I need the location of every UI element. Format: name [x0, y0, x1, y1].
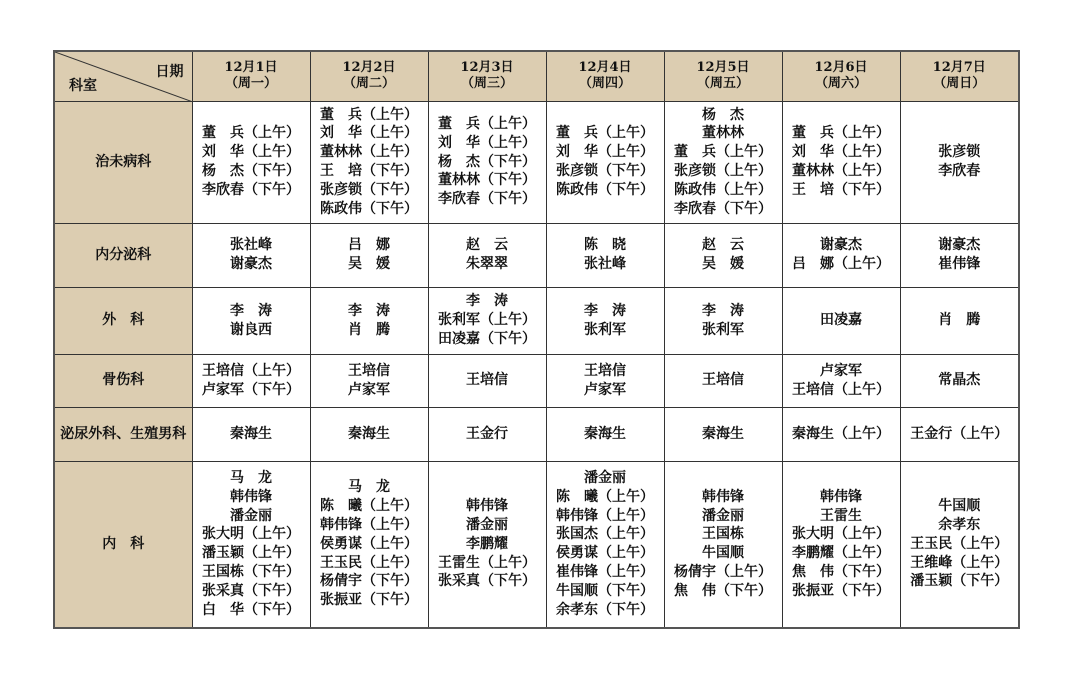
table-row	[54, 461, 1019, 628]
doctor-list	[910, 497, 1008, 591]
doctor-entry: 李 涛	[584, 302, 626, 319]
date-axis-label: 日期	[155, 64, 184, 80]
doctor-list	[320, 478, 418, 610]
doctor-entry: 王国栋	[702, 526, 744, 543]
doctor-entry: 朱翠翠	[466, 256, 508, 272]
doctor-entry: 张社峰	[584, 256, 626, 272]
schedule-cell	[546, 287, 664, 354]
doctor-list	[584, 362, 626, 400]
doctor-entry: 卢家军	[820, 362, 862, 379]
schedule-cell	[310, 101, 428, 223]
doctor-entry: 董 兵（上午）	[438, 116, 536, 132]
day-header	[782, 51, 900, 101]
doctor-entry: 杨 杰	[702, 106, 744, 123]
doctor-list	[674, 488, 772, 601]
doctor-entry: 张振亚（下午）	[792, 582, 890, 599]
schedule-cell	[310, 354, 428, 407]
doctor-entry: 陈 晓	[584, 237, 626, 254]
doctor-entry: 董 兵（上午）	[556, 125, 654, 142]
doctor-entry: 杨倩宇（下午）	[320, 573, 418, 590]
day-weekday: （周五）	[696, 76, 749, 92]
schedule-cell	[900, 407, 1019, 461]
schedule-cell	[428, 287, 546, 354]
day-date: 12月4日	[578, 60, 632, 76]
schedule-cell	[782, 101, 900, 223]
doctor-list	[792, 362, 890, 400]
doctor-entry: 刘 华（上午）	[202, 144, 300, 161]
doctor-entry: 张振亚（下午）	[320, 592, 418, 609]
doctor-list	[202, 469, 300, 619]
day-date: 12月6日	[814, 60, 868, 76]
table-row	[54, 354, 1019, 407]
doctor-entry: 侯勇谋（上午）	[556, 545, 654, 562]
schedule-cell	[782, 354, 900, 407]
day-header	[664, 51, 782, 101]
doctor-entry: 李 涛	[702, 302, 744, 319]
doctor-entry: 王 培（下午）	[320, 163, 418, 179]
doctor-entry: 张利军	[702, 321, 744, 338]
department-label: 泌尿外科、生殖男科	[54, 407, 192, 461]
schedule-cell	[546, 407, 664, 461]
day-header	[310, 51, 428, 101]
doctor-entry: 李 涛	[348, 302, 390, 319]
doctor-entry: 董 兵（上午）	[202, 125, 300, 142]
schedule-cell	[428, 354, 546, 407]
doctor-entry: 李欣春（下午）	[202, 181, 300, 198]
doctor-entry: 牛国顺（下午）	[556, 582, 654, 599]
department-label: 治未病科	[54, 101, 192, 223]
header-row	[54, 51, 1019, 101]
schedule-body	[54, 101, 1019, 628]
doctor-list	[674, 106, 772, 219]
doctor-entry: 刘 华（上午）	[438, 134, 536, 151]
doctor-entry: 吕 娜（上午）	[792, 256, 890, 272]
doctor-list	[466, 425, 508, 444]
schedule-cell	[192, 287, 310, 354]
doctor-entry: 韩伟锋	[702, 488, 744, 505]
doctor-entry: 李鹏耀（上午）	[792, 545, 890, 562]
doctor-entry: 陈政伟（下午）	[320, 200, 418, 217]
schedule-cell	[428, 461, 546, 628]
doctor-list	[438, 497, 536, 591]
doctor-entry: 王培信	[466, 372, 508, 389]
doctor-entry: 王国栋（下午）	[202, 564, 300, 581]
doctor-list	[348, 425, 390, 444]
schedule-cell	[900, 287, 1019, 354]
day-header	[428, 51, 546, 101]
doctor-entry: 马 龙	[230, 470, 272, 487]
schedule-cell	[428, 407, 546, 461]
doctor-list	[556, 124, 654, 199]
day-weekday: （周日）	[933, 76, 986, 92]
doctor-entry: 秦海生	[230, 425, 272, 442]
day-header	[900, 51, 1019, 101]
doctor-list	[792, 124, 890, 199]
doctor-list	[584, 425, 626, 444]
doctor-list	[792, 236, 890, 274]
doctor-list	[910, 425, 1008, 444]
day-header	[546, 51, 664, 101]
schedule-cell	[310, 223, 428, 287]
table-row	[54, 407, 1019, 461]
schedule-cell	[310, 407, 428, 461]
doctor-list	[938, 311, 980, 330]
doctor-entry: 刘 华（上午）	[556, 144, 654, 161]
doctor-entry: 杨 杰（下午）	[438, 153, 536, 170]
doctor-entry: 余孝东（下午）	[556, 601, 654, 618]
doctor-entry: 王 培（下午）	[792, 181, 890, 198]
doctor-entry: 张彦锁	[938, 144, 981, 161]
day-date: 12月3日	[460, 60, 514, 76]
doctor-entry: 潘金丽	[702, 507, 744, 524]
doctor-entry: 李欣春（下午）	[438, 191, 536, 208]
day-weekday: （周四）	[578, 76, 631, 92]
doctor-entry: 董林林（上午）	[320, 144, 418, 161]
doctor-entry: 田凌嘉	[820, 312, 862, 329]
doctor-entry: 张利军	[584, 321, 626, 338]
doctor-entry: 李欣春	[938, 163, 981, 179]
doctor-entry: 王培信	[584, 362, 626, 379]
doctor-entry: 焦 伟（下午）	[792, 564, 890, 581]
department-label: 内 科	[54, 461, 192, 628]
table-row	[54, 223, 1019, 287]
doctor-entry: 谢豪杰	[820, 237, 862, 254]
schedule-cell	[900, 461, 1019, 628]
department-label: 骨伤科	[54, 354, 192, 407]
schedule-cell	[428, 223, 546, 287]
schedule-cell	[192, 101, 310, 223]
schedule-cell	[664, 407, 782, 461]
doctor-entry: 赵 云	[466, 237, 508, 254]
doctor-entry: 潘金丽	[584, 470, 626, 487]
doctor-list	[230, 236, 272, 274]
doctor-entry: 牛国顺	[702, 545, 744, 562]
schedule-cell	[192, 461, 310, 628]
doctor-entry: 张国杰（上午）	[556, 526, 654, 543]
doctor-entry: 韩伟锋（上午）	[556, 507, 654, 524]
table-row	[54, 101, 1019, 223]
doctor-list	[792, 425, 890, 444]
doctor-entry: 吴 媛	[702, 256, 744, 272]
schedule-cell	[192, 223, 310, 287]
doctor-list	[202, 124, 300, 199]
day-date: 12月5日	[696, 60, 750, 76]
doctor-list	[348, 362, 390, 400]
department-label: 内分泌科	[54, 223, 192, 287]
doctor-list	[348, 302, 390, 340]
doctor-list	[938, 236, 980, 274]
doctor-entry: 李鹏耀	[466, 535, 508, 552]
schedule-cell	[546, 101, 664, 223]
day-date: 12月7日	[932, 60, 986, 76]
schedule-cell	[782, 223, 900, 287]
doctor-entry: 刘 华（上午）	[320, 125, 418, 142]
doctor-list	[820, 311, 862, 330]
doctor-entry: 马 龙	[348, 479, 390, 496]
doctor-entry: 董 兵（上午）	[792, 125, 890, 142]
day-date: 12月2日	[342, 60, 396, 76]
doctor-entry: 陈 曦（上午）	[556, 488, 654, 505]
doctor-entry: 秦海生	[584, 425, 626, 442]
doctor-entry: 肖 腾	[938, 312, 981, 329]
doctor-entry: 牛国顺	[938, 498, 981, 515]
doctor-list	[584, 236, 626, 274]
schedule-cell	[664, 287, 782, 354]
table-row	[54, 287, 1019, 354]
doctor-entry: 董林林（下午）	[438, 172, 536, 189]
doctor-entry: 陈 曦（上午）	[320, 498, 418, 515]
doctor-entry: 张彦锁（下午）	[320, 181, 418, 198]
doctor-entry: 王玉民（上午）	[320, 554, 418, 571]
doctor-entry: 王培信	[702, 372, 744, 389]
doctor-entry: 李欣春（下午）	[674, 200, 772, 217]
doctor-entry: 焦 伟（下午）	[674, 582, 772, 599]
dept-axis-label: 科室	[69, 77, 97, 94]
doctor-entry: 韩伟锋	[230, 488, 272, 505]
doctor-entry: 韩伟锋	[820, 488, 862, 505]
day-weekday: （周三）	[460, 76, 513, 92]
doctor-list	[230, 302, 272, 340]
doctor-list	[792, 488, 890, 601]
doctor-list	[320, 106, 418, 219]
schedule-cell	[546, 461, 664, 628]
doctor-entry: 王雷生（上午）	[438, 554, 536, 571]
day-header	[192, 51, 310, 101]
doctor-entry: 陈政伟（上午）	[674, 181, 772, 198]
doctor-entry: 田凌嘉（下午）	[438, 330, 536, 347]
doctor-list	[466, 371, 508, 390]
doctor-entry: 常晶杰	[938, 372, 981, 389]
schedule-cell	[782, 461, 900, 628]
doctor-entry: 张采真（下午）	[202, 582, 300, 599]
doctor-entry: 董林林	[702, 125, 744, 142]
doctor-entry: 李 涛	[230, 302, 272, 319]
schedule-cell	[310, 461, 428, 628]
doctor-entry: 韩伟锋（上午）	[320, 517, 418, 534]
schedule-cell	[664, 354, 782, 407]
doctor-list	[348, 236, 390, 274]
doctor-entry: 秦海生（上午）	[792, 425, 890, 442]
doctor-list	[230, 425, 272, 444]
doctor-entry: 赵 云	[702, 237, 744, 254]
doctor-entry: 吕 娜	[348, 237, 390, 254]
doctor-list	[702, 302, 744, 340]
doctor-entry: 张社峰	[230, 237, 272, 254]
doctor-entry: 王金行	[466, 425, 508, 442]
doctor-entry: 张大明（上午）	[792, 526, 890, 543]
doctor-entry: 王培信（上午）	[202, 362, 300, 379]
doctor-list	[938, 371, 980, 390]
doctor-entry: 肖 腾	[348, 321, 390, 338]
doctor-entry: 王培信（上午）	[792, 381, 890, 398]
doctor-entry: 杨倩宇（上午）	[674, 564, 772, 581]
doctor-entry: 谢良西	[230, 321, 272, 338]
doctor-entry: 张大明（上午）	[202, 526, 300, 543]
doctor-list	[702, 371, 744, 390]
schedule-cell	[900, 354, 1019, 407]
doctor-entry: 白 华（下午）	[202, 601, 300, 618]
schedule-cell	[900, 223, 1019, 287]
doctor-entry: 王玉民（上午）	[910, 535, 1009, 552]
doctor-entry: 谢豪杰	[230, 256, 272, 272]
doctor-entry: 潘金丽	[466, 517, 508, 534]
doctor-list	[438, 115, 536, 209]
doctor-entry: 秦海生	[348, 425, 390, 442]
doctor-list	[938, 143, 980, 181]
day-date: 12月1日	[224, 60, 278, 76]
doctor-entry: 卢家军	[584, 381, 626, 398]
schedule-cell	[900, 101, 1019, 223]
doctor-entry: 张彦锁（下午）	[556, 163, 654, 179]
schedule-cell	[192, 354, 310, 407]
doctor-entry: 潘玉颖（下午）	[910, 573, 1009, 590]
doctor-entry: 张采真（下午）	[438, 573, 536, 590]
doctor-list	[202, 362, 300, 400]
schedule-cell	[310, 287, 428, 354]
doctor-entry: 潘金丽	[230, 507, 272, 524]
doctor-entry: 董 兵（上午）	[674, 144, 772, 161]
schedule-cell	[664, 461, 782, 628]
doctor-entry: 董林林（上午）	[792, 163, 890, 179]
doctor-list	[584, 302, 626, 340]
corner-header	[54, 51, 192, 101]
doctor-entry: 王培信	[348, 362, 390, 379]
schedule-cell	[782, 287, 900, 354]
doctor-entry: 刘 华（上午）	[792, 144, 890, 161]
doctor-entry: 陈政伟（下午）	[556, 181, 654, 198]
doctor-list	[702, 425, 744, 444]
doctor-entry: 卢家军（下午）	[202, 381, 300, 398]
doctor-entry: 韩伟锋	[466, 498, 508, 515]
schedule-cell	[782, 407, 900, 461]
doctor-list	[466, 236, 508, 274]
doctor-list	[438, 292, 536, 348]
doctor-entry: 王金行（上午）	[910, 425, 1009, 442]
day-weekday: （周六）	[814, 76, 867, 92]
doctor-entry: 王维峰（上午）	[910, 554, 1009, 571]
doctor-entry: 崔伟锋	[938, 256, 981, 272]
doctor-entry: 董 兵（上午）	[320, 106, 418, 123]
schedule-table	[53, 50, 1020, 629]
doctor-entry: 谢豪杰	[938, 237, 981, 254]
doctor-entry: 吴 媛	[348, 256, 390, 272]
schedule-cell	[546, 223, 664, 287]
doctor-entry: 潘玉颖（上午）	[202, 545, 300, 562]
doctor-entry: 崔伟锋（上午）	[556, 564, 654, 581]
schedule-cell	[192, 407, 310, 461]
doctor-entry: 卢家军	[348, 381, 390, 398]
doctor-list	[702, 236, 744, 274]
schedule-cell	[664, 101, 782, 223]
doctor-entry: 秦海生	[702, 425, 744, 442]
schedule-cell	[546, 354, 664, 407]
doctor-entry: 王雷生	[820, 507, 862, 524]
doctor-entry: 李 涛	[466, 293, 508, 310]
doctor-list	[556, 469, 654, 619]
day-weekday: （周二）	[342, 76, 395, 92]
doctor-entry: 张彦锁（上午）	[674, 163, 772, 179]
doctor-entry: 侯勇谋（上午）	[320, 535, 418, 552]
department-label: 外 科	[54, 287, 192, 354]
doctor-entry: 张利军（上午）	[438, 312, 536, 329]
schedule-cell	[664, 223, 782, 287]
doctor-entry: 余孝东	[938, 517, 981, 534]
duty-schedule	[53, 50, 1018, 629]
doctor-entry: 杨 杰（下午）	[202, 163, 300, 179]
day-weekday: （周一）	[224, 76, 277, 92]
schedule-cell	[428, 101, 546, 223]
